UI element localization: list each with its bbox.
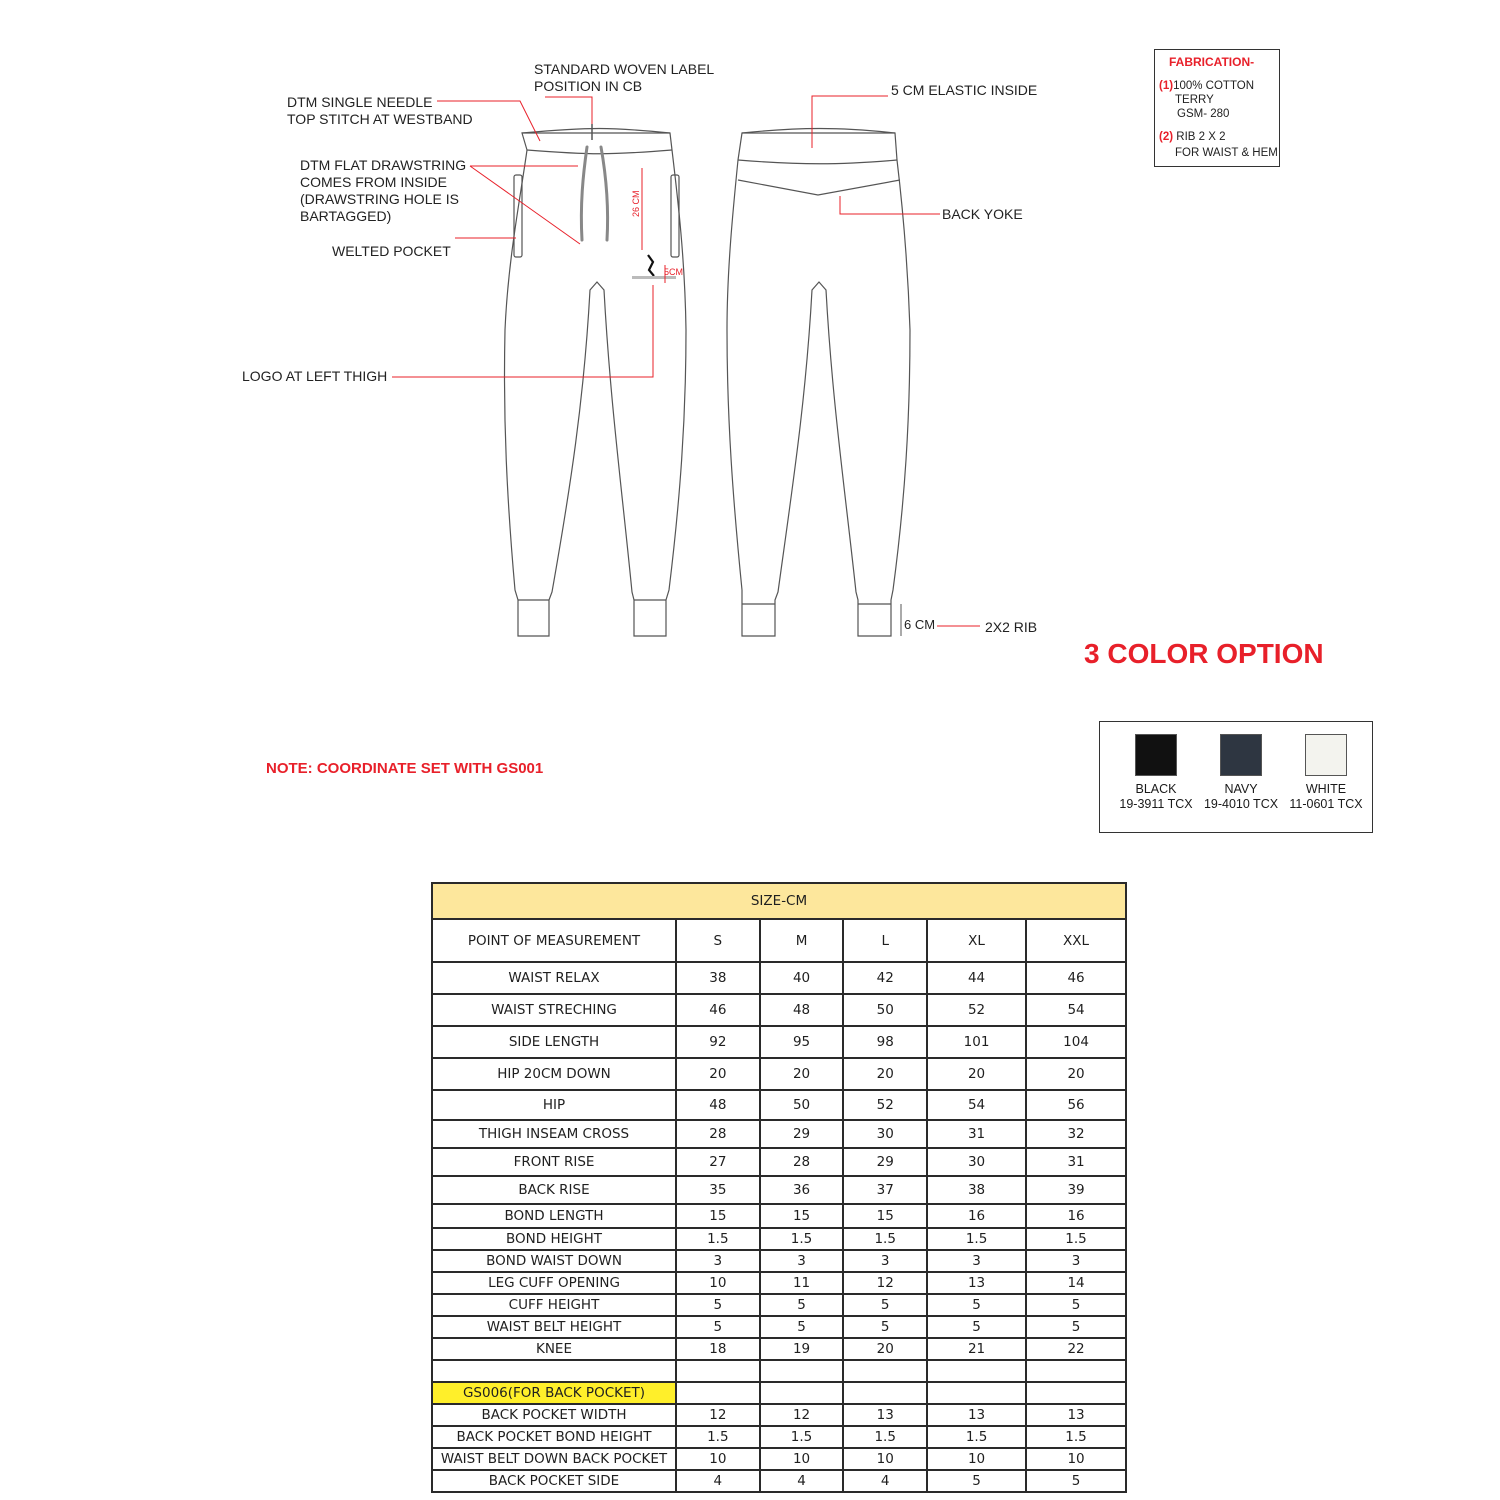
measurement-value: 56 bbox=[1026, 1090, 1126, 1120]
measurement-value: 13 bbox=[843, 1404, 927, 1426]
measurement-row bbox=[432, 1026, 1126, 1058]
measurement-value: 20 bbox=[927, 1058, 1026, 1090]
measurement-value: 12 bbox=[760, 1404, 844, 1426]
measurement-value: 15 bbox=[760, 1204, 844, 1228]
back-pants-outline bbox=[727, 133, 910, 636]
fabrication-box bbox=[1154, 49, 1280, 167]
measurement-value: 4 bbox=[843, 1470, 927, 1492]
measurement-value: 3 bbox=[927, 1250, 1026, 1272]
measurement-value: 29 bbox=[760, 1120, 844, 1148]
size-header: L bbox=[843, 919, 927, 962]
measurement-value: 20 bbox=[843, 1338, 927, 1360]
measurement-value: 46 bbox=[1026, 962, 1126, 994]
size-header: XXL bbox=[1026, 919, 1126, 962]
measurement-row bbox=[432, 1228, 1126, 1250]
size-chart-title: SIZE-CM bbox=[432, 883, 1126, 919]
measurement-value: 20 bbox=[843, 1058, 927, 1090]
measurement-name: BACK POCKET WIDTH bbox=[432, 1404, 676, 1426]
measurement-name: WAIST RELAX bbox=[432, 962, 676, 994]
fabrication-item-2: (2) RIB 2 X 2 bbox=[1159, 131, 1226, 143]
measurement-row bbox=[432, 1316, 1126, 1338]
size-chart-table bbox=[431, 882, 1127, 1493]
measurement-value: 4 bbox=[760, 1470, 844, 1492]
fabrication-title: FABRICATION- bbox=[1169, 55, 1255, 69]
top-stitch-callout: DTM SINGLE NEEDLE TOP STITCH AT WESTBAND bbox=[287, 94, 473, 127]
size-chart-title-row bbox=[432, 883, 1126, 919]
measurement-value: 29 bbox=[843, 1148, 927, 1176]
measurement-name: BOND WAIST DOWN bbox=[432, 1250, 676, 1272]
measurement-value: 1.5 bbox=[927, 1228, 1026, 1250]
color-swatches bbox=[1099, 721, 1373, 833]
measurement-value: 3 bbox=[843, 1250, 927, 1272]
size-header: XL bbox=[927, 919, 1026, 962]
measurement-value: 20 bbox=[1026, 1058, 1126, 1090]
measurement-row bbox=[432, 1426, 1126, 1448]
measurement-value: 12 bbox=[843, 1272, 927, 1294]
measurement-name: FRONT RISE bbox=[432, 1148, 676, 1176]
measurement-value: 4 bbox=[676, 1470, 760, 1492]
measurement-row bbox=[432, 1404, 1126, 1426]
measurement-value: 5 bbox=[843, 1316, 927, 1338]
measurement-row bbox=[432, 1176, 1126, 1204]
spacer-row bbox=[432, 1360, 1126, 1382]
rib-callout: 2X2 RIB bbox=[985, 619, 1038, 635]
measurement-row bbox=[432, 1470, 1126, 1492]
measurement-value: 10 bbox=[676, 1448, 760, 1470]
measurement-name: SIDE LENGTH bbox=[432, 1026, 676, 1058]
measurement-value: 48 bbox=[676, 1090, 760, 1120]
back-pocket-header-row bbox=[432, 1382, 1126, 1404]
measurement-value: 1.5 bbox=[676, 1426, 760, 1448]
measurement-value: 14 bbox=[1026, 1272, 1126, 1294]
measurement-value: 30 bbox=[927, 1148, 1026, 1176]
coordinate-note: NOTE: COORDINATE SET WITH GS001 bbox=[266, 760, 544, 777]
size-header: S bbox=[676, 919, 760, 962]
measurement-value: 1.5 bbox=[1026, 1228, 1126, 1250]
measurement-name: BACK POCKET BOND HEIGHT bbox=[432, 1426, 676, 1448]
measurement-value: 5 bbox=[760, 1294, 844, 1316]
back-view-pants bbox=[727, 129, 910, 637]
measurement-value: 1.5 bbox=[760, 1228, 844, 1250]
back-yoke-callout: BACK YOKE bbox=[942, 206, 1023, 222]
measurement-name: BACK POCKET SIDE bbox=[432, 1470, 676, 1492]
measurement-value: 1.5 bbox=[927, 1426, 1026, 1448]
measurement-value: 40 bbox=[760, 962, 844, 994]
measurement-value: 1.5 bbox=[1026, 1426, 1126, 1448]
measurement-value: 44 bbox=[927, 962, 1026, 994]
color-chip bbox=[1220, 734, 1262, 776]
measurement-row bbox=[432, 994, 1126, 1026]
measurement-row bbox=[432, 1338, 1126, 1360]
measurement-value: 12 bbox=[676, 1404, 760, 1426]
measurement-value: 10 bbox=[760, 1448, 844, 1470]
color-chip bbox=[1135, 734, 1177, 776]
measurement-value: 13 bbox=[1026, 1404, 1126, 1426]
measurement-name: BOND HEIGHT bbox=[432, 1228, 676, 1250]
measurement-value: 5 bbox=[843, 1294, 927, 1316]
back-waistband bbox=[738, 129, 897, 164]
measurement-name: CUFF HEIGHT bbox=[432, 1294, 676, 1316]
measurement-value: 31 bbox=[927, 1120, 1026, 1148]
swatch-navy: NAVY 19-4010 TCX bbox=[1199, 734, 1283, 812]
logo-callout: LOGO AT LEFT THIGH bbox=[242, 368, 388, 384]
swatch-black: BLACK 19-3911 TCX bbox=[1114, 734, 1198, 812]
measurement-value: 5 bbox=[927, 1294, 1026, 1316]
measurement-value: 1.5 bbox=[843, 1426, 927, 1448]
measurement-row bbox=[432, 1120, 1126, 1148]
measurement-value: 5 bbox=[676, 1294, 760, 1316]
pocket-dimension-label: 26 CM bbox=[631, 190, 641, 217]
welted-pocket-callout: WELTED POCKET bbox=[332, 243, 451, 259]
measurement-value: 11 bbox=[760, 1272, 844, 1294]
measurement-value: 31 bbox=[1026, 1148, 1126, 1176]
measurement-value: 10 bbox=[1026, 1448, 1126, 1470]
measurement-value: 39 bbox=[1026, 1176, 1126, 1204]
measurement-row bbox=[432, 1090, 1126, 1120]
measurement-value: 3 bbox=[760, 1250, 844, 1272]
color-option-title: 3 COLOR OPTION bbox=[1084, 638, 1324, 669]
measurement-value: 13 bbox=[927, 1404, 1026, 1426]
fabrication-item-2-line-2: FOR WAIST & HEM bbox=[1175, 147, 1278, 159]
measurement-name: WAIST STRECHING bbox=[432, 994, 676, 1026]
size-header-row bbox=[432, 919, 1126, 962]
front-view-pants bbox=[504, 129, 686, 637]
measurement-value: 37 bbox=[843, 1176, 927, 1204]
measurement-value: 5 bbox=[676, 1316, 760, 1338]
measurement-row bbox=[432, 1204, 1126, 1228]
measurement-name: THIGH INSEAM CROSS bbox=[432, 1120, 676, 1148]
cuff-height-callout: 6 CM bbox=[904, 617, 936, 632]
measurement-value: 15 bbox=[843, 1204, 927, 1228]
pom-header: POINT OF MEASUREMENT bbox=[432, 919, 676, 962]
measurement-value: 10 bbox=[843, 1448, 927, 1470]
color-chip bbox=[1305, 734, 1347, 776]
measurement-value: 20 bbox=[676, 1058, 760, 1090]
measurement-name: LEG CUFF OPENING bbox=[432, 1272, 676, 1294]
measurement-value: 98 bbox=[843, 1026, 927, 1058]
measurement-row bbox=[432, 1058, 1126, 1090]
drawstring-callout: DTM FLAT DRAWSTRING COMES FROM INSIDE (DRAWSTRING HOLE IS BARTAGGED) bbox=[300, 157, 467, 224]
measurement-value: 22 bbox=[1026, 1338, 1126, 1360]
front-right-welted-pocket bbox=[671, 175, 679, 257]
measurement-value: 48 bbox=[760, 994, 844, 1026]
measurement-name: HIP bbox=[432, 1090, 676, 1120]
measurement-value: 28 bbox=[760, 1148, 844, 1176]
measurement-row bbox=[432, 1250, 1126, 1272]
measurement-value: 50 bbox=[760, 1090, 844, 1120]
measurement-value: 18 bbox=[676, 1338, 760, 1360]
measurement-value: 30 bbox=[843, 1120, 927, 1148]
measurement-value: 3 bbox=[676, 1250, 760, 1272]
measurement-value: 1.5 bbox=[676, 1228, 760, 1250]
measurement-value: 101 bbox=[927, 1026, 1026, 1058]
measurement-value: 5 bbox=[1026, 1294, 1126, 1316]
fabrication-item-1-line-2: TERRY bbox=[1175, 94, 1214, 106]
woven-label-callout: STANDARD WOVEN LABEL POSITION IN CB bbox=[534, 61, 715, 94]
measurement-value: 32 bbox=[1026, 1120, 1126, 1148]
front-waistband bbox=[522, 129, 672, 154]
measurement-value: 16 bbox=[1026, 1204, 1126, 1228]
measurement-value: 21 bbox=[927, 1338, 1026, 1360]
measurement-value: 42 bbox=[843, 962, 927, 994]
measurement-row bbox=[432, 1448, 1126, 1470]
measurement-value: 38 bbox=[676, 962, 760, 994]
drawstring bbox=[581, 147, 607, 240]
swatch-white: WHITE 11-0601 TCX bbox=[1284, 734, 1368, 812]
measurement-value: 50 bbox=[843, 994, 927, 1026]
measurement-value: 35 bbox=[676, 1176, 760, 1204]
measurement-row bbox=[432, 1294, 1126, 1316]
measurement-value: 3 bbox=[1026, 1250, 1126, 1272]
measurement-value: 5 bbox=[1026, 1316, 1126, 1338]
measurement-value: 1.5 bbox=[760, 1426, 844, 1448]
measurement-value: 38 bbox=[927, 1176, 1026, 1204]
measurement-value: 92 bbox=[676, 1026, 760, 1058]
measurement-value: 5 bbox=[927, 1316, 1026, 1338]
measurement-name: WAIST BELT DOWN BACK POCKET bbox=[432, 1448, 676, 1470]
measurement-name: BACK RISE bbox=[432, 1176, 676, 1204]
measurement-value: 13 bbox=[927, 1272, 1026, 1294]
measurement-name: BOND LENGTH bbox=[432, 1204, 676, 1228]
measurement-value: 46 bbox=[676, 994, 760, 1026]
measurement-name: HIP 20CM DOWN bbox=[432, 1058, 676, 1090]
measurement-value: 5 bbox=[760, 1316, 844, 1338]
measurement-value: 10 bbox=[927, 1448, 1026, 1470]
measurement-value: 15 bbox=[676, 1204, 760, 1228]
measurement-value: 54 bbox=[927, 1090, 1026, 1120]
measurement-value: 95 bbox=[760, 1026, 844, 1058]
fabrication-item-1: (1)100% COTTON bbox=[1159, 80, 1255, 92]
measurement-value: 52 bbox=[927, 994, 1026, 1026]
measurement-name: WAIST BELT HEIGHT bbox=[432, 1316, 676, 1338]
measurement-value: 27 bbox=[676, 1148, 760, 1176]
measurement-row bbox=[432, 1272, 1126, 1294]
measurement-value: 36 bbox=[760, 1176, 844, 1204]
measurement-value: 5 bbox=[927, 1470, 1026, 1492]
measurement-value: 5 bbox=[1026, 1470, 1126, 1492]
measurement-value: 104 bbox=[1026, 1026, 1126, 1058]
measurement-value: 54 bbox=[1026, 994, 1126, 1026]
measurement-value: 16 bbox=[927, 1204, 1026, 1228]
measurement-value: 10 bbox=[676, 1272, 760, 1294]
size-header: M bbox=[760, 919, 844, 962]
measurement-row bbox=[432, 962, 1126, 994]
logo-dimension-label: 5CM bbox=[664, 267, 684, 277]
back-pocket-header: GS006(FOR BACK POCKET) bbox=[432, 1382, 676, 1404]
measurement-value: 52 bbox=[843, 1090, 927, 1120]
measurement-row bbox=[432, 1148, 1126, 1176]
fabrication-item-1-line-3: GSM- 280 bbox=[1177, 108, 1230, 120]
measurement-name: KNEE bbox=[432, 1338, 676, 1360]
measurement-value: 28 bbox=[676, 1120, 760, 1148]
front-pants-outline bbox=[504, 133, 686, 636]
measurement-value: 1.5 bbox=[843, 1228, 927, 1250]
elastic-callout: 5 CM ELASTIC INSIDE bbox=[891, 82, 1038, 98]
measurement-value: 20 bbox=[760, 1058, 844, 1090]
back-yoke-seam bbox=[738, 180, 900, 195]
measurement-value: 19 bbox=[760, 1338, 844, 1360]
